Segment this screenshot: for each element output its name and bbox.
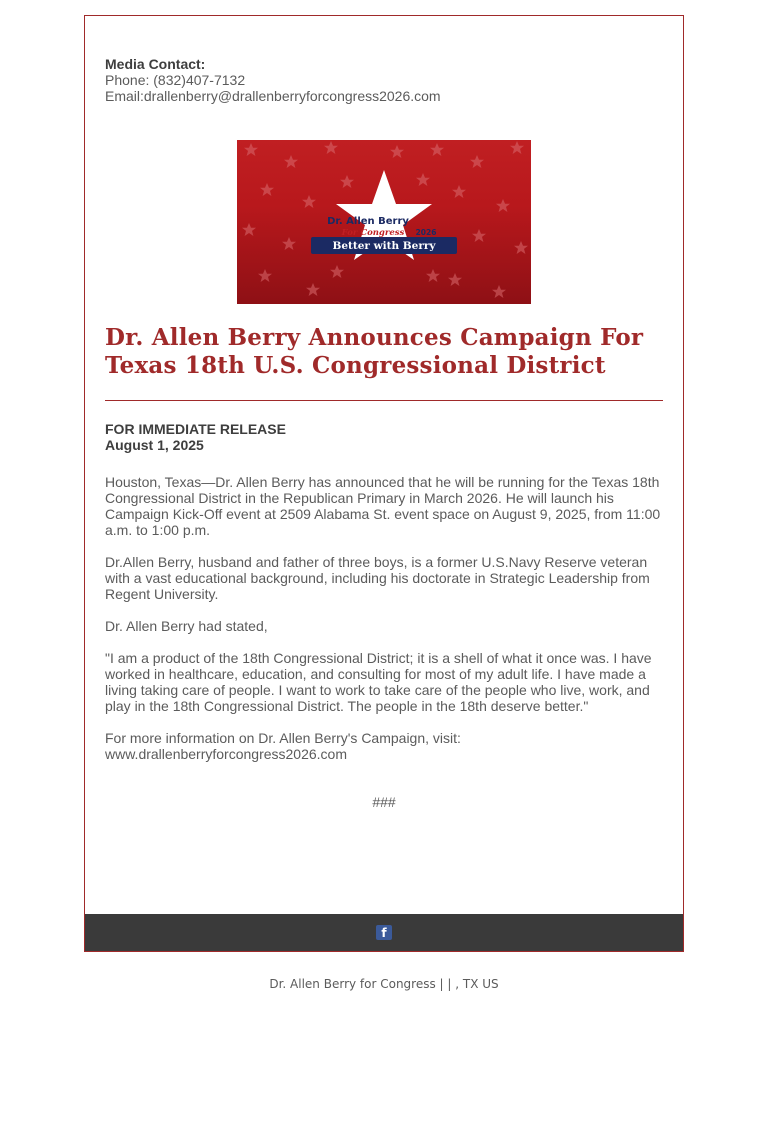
body-paragraph-stated: Dr. Allen Berry had stated, <box>105 618 268 634</box>
campaign-banner <box>237 140 531 304</box>
campaign-website-link[interactable]: www.drallenberryforcongress2026.com <box>105 746 347 762</box>
campaign-banner-graphic <box>237 140 531 304</box>
banner-year: 2026 <box>415 228 437 237</box>
release-date: August 1, 2025 <box>105 437 204 453</box>
facebook-icon[interactable]: f <box>376 925 392 940</box>
footer-address: Dr. Allen Berry for Congress | | , TX US <box>269 977 499 991</box>
banner-slogan: Better with Berry <box>332 240 436 252</box>
end-mark: ### <box>372 794 396 810</box>
press-release-headline: Dr. Allen Berry Announces Campaign For Texas 18th U.S. Congressional District <box>105 324 644 379</box>
body-paragraph-announcement: Houston, Texas—Dr. Allen Berry has announced that he will be running for the Texas 18th Congressional District in the Republican Primary in March 2026. He will launch his Campaign Kick-Off event at 2509 Alabama St. event space on August 9, 2025, from 11:00 a.m. to 1:00 p.m. <box>105 474 661 538</box>
media-contact <box>105 56 441 104</box>
banner-for-congress: For Congress <box>341 228 405 238</box>
body-paragraph-quote: "I am a product of the 18th Congressional District; it is a shell of what it once was. I have worked in healthcare, education, and consulting for most of my adult life. I have made a living taking care of people. I want to work to take care of the people who live, work, and play in the 18th Congressional District. The people in the 18th deserve better." <box>105 650 652 714</box>
contact-phone: Phone: (832)407-7132 <box>105 72 246 88</box>
body-paragraph-more-info <box>105 730 665 762</box>
more-info-text: For more information on Dr. Allen Berry's Campaign, visit: <box>105 730 461 746</box>
release-block <box>105 421 286 453</box>
contact-email[interactable]: Email:drallenberry@drallenberryforcongress2026.com <box>105 88 441 104</box>
headline-divider <box>105 400 663 401</box>
release-label: FOR IMMEDIATE RELEASE <box>105 421 286 437</box>
social-footer-bar <box>85 914 683 951</box>
email-card <box>84 15 684 952</box>
body-paragraph-background: Dr.Allen Berry, husband and father of three boys, is a former U.S.Navy Reserve veteran with a vast educational background, including his doctorate in Strategic Leadership from Regent University. <box>105 554 650 602</box>
banner-name: Dr. Allen Berry <box>327 216 409 227</box>
media-contact-label: Media Contact: <box>105 56 206 72</box>
